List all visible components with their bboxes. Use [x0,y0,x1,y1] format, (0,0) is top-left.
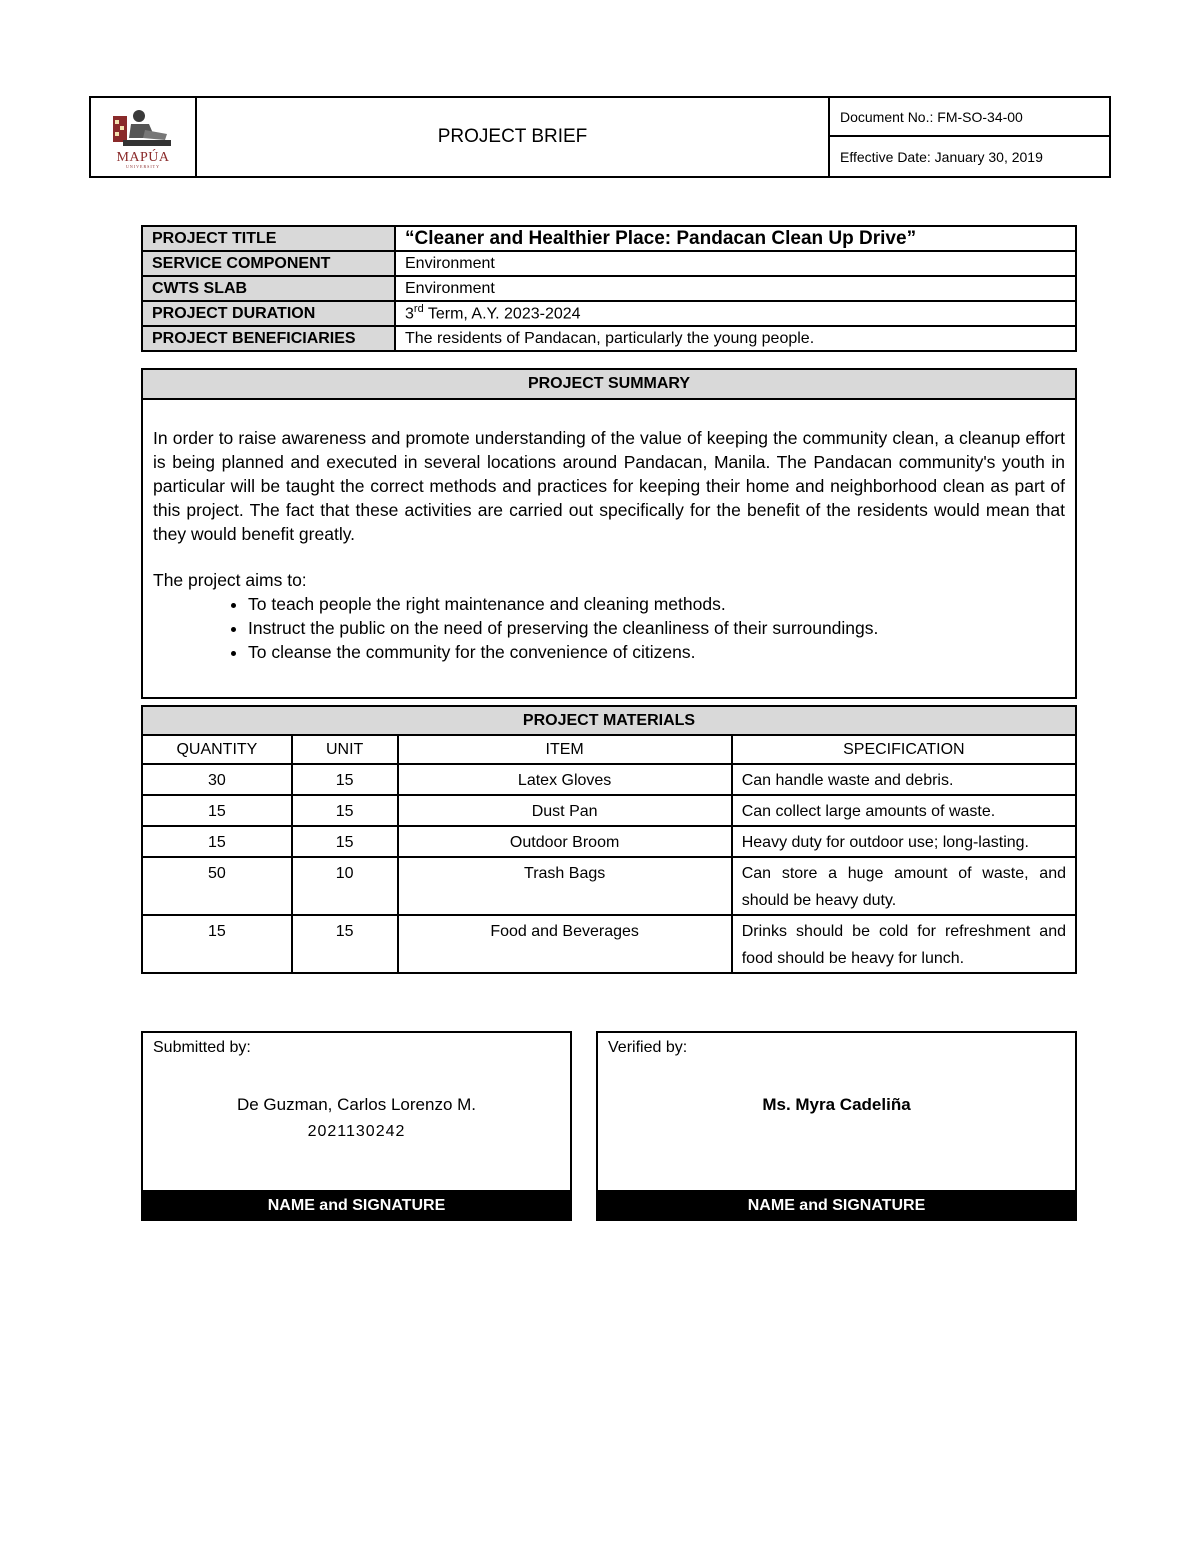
info-row-slab [142,276,1076,301]
column-header-quantity: QUANTITY [142,735,292,764]
column-header-specification: SPECIFICATION [732,735,1076,764]
project-summary-section [141,368,1077,699]
table-row [142,915,1076,973]
aims-list [153,592,1065,664]
cell-specification: Can store a huge amount of waste, and should be heavy duty. [732,857,1076,915]
project-title-label: PROJECT TITLE [142,226,395,251]
document-meta [830,98,1109,176]
service-component-label: SERVICE COMPONENT [142,251,395,276]
cell-item: Dust Pan [398,795,732,826]
column-header-unit: UNIT [292,735,398,764]
cell-unit: 15 [292,764,398,795]
duration-number: 3 [405,305,414,323]
duration-term: Term, A.Y. 2023-2024 [423,305,581,323]
aims-list-item: • Instruct the public on the need of preserving the cleanliness of their surroundings. [248,616,1065,640]
aims-list-item: • To cleanse the community for the convenience of citizens. [248,640,1065,664]
cell-specification: Heavy duty for outdoor use; long-lasting. [732,826,1076,857]
project-materials-heading: PROJECT MATERIALS [142,706,1076,735]
project-beneficiaries-label: PROJECT BENEFICIARIES [142,326,395,351]
logo-subtext: UNIVERSITY [126,164,160,169]
effective-date: Effective Date: January 30, 2019 [840,148,1043,165]
cwts-slab-label: CWTS SLAB [142,276,395,301]
cell-quantity: 15 [142,826,292,857]
cwts-slab-value: Environment [395,276,1076,301]
project-duration-value [395,301,1076,326]
cell-unit: 15 [292,826,398,857]
cell-unit: 15 [292,915,398,973]
project-duration-label: PROJECT DURATION [142,301,395,326]
table-row [142,795,1076,826]
aims-title: The project aims to: [153,570,307,590]
verifier-name: Ms. Myra Cadeliña [762,1095,911,1114]
verifier-signature-footer: NAME and SIGNATURE [596,1190,1077,1221]
verified-by-label: Verified by: [608,1039,688,1056]
aims-list-item: • To teach people the right maintenance and cleaning methods. [248,592,1065,616]
cell-item: Latex Gloves [398,764,732,795]
submitter-signature-footer: NAME and SIGNATURE [141,1190,572,1221]
table-row [142,764,1076,795]
document-header [89,96,1111,178]
column-header-item: ITEM [398,735,732,764]
verified-by-box [596,1031,1077,1221]
cell-unit: 15 [292,795,398,826]
project-info-table [141,225,1077,352]
submitted-by-label: Submitted by: [153,1039,251,1056]
info-row-duration [142,301,1076,326]
document-number: Document No.: FM-SO-34-00 [830,98,1109,137]
submitter-name: De Guzman, Carlos Lorenzo M. [236,1095,477,1114]
document-title: PROJECT BRIEF [197,98,830,176]
cell-quantity: 30 [142,764,292,795]
cell-quantity: 15 [142,795,292,826]
project-beneficiaries-value: The residents of Pandacan, particularly the young people. [395,326,1076,351]
summary-paragraph: In order to raise awareness and promote understanding of the value of keeping the community clean, a cleanup effort is being planned and executed in several locations around Pandacan, Manila. The Pandacan community's youth in particular will be taught the correct methods and practices for keeping their home and neighborhood clean as part of this project. The fact that these activities are carried out specifically for the benefit of the residents would mean that they would benefit greatly. [153,428,1065,544]
service-component-value: Environment [395,251,1076,276]
info-row-title [142,226,1076,251]
cell-specification: Can handle waste and debris. [732,764,1076,795]
materials-column-headers [142,735,1076,764]
cell-item: Outdoor Broom [398,826,732,857]
submitted-by-box [141,1031,572,1221]
university-logo-icon [109,108,179,150]
logo-wordmark: MAPÚA [116,150,170,165]
table-row [142,826,1076,857]
cell-quantity: 50 [142,857,292,915]
cell-quantity: 15 [142,915,292,973]
info-row-beneficiaries [142,326,1076,351]
submitter-id: 2021130242 [307,1123,406,1140]
cell-item: Trash Bags [398,857,732,915]
info-row-service [142,251,1076,276]
cell-specification: Drinks should be cold for refreshment and food should be heavy for lunch. [732,915,1076,973]
cell-item: Food and Beverages [398,915,732,973]
table-row [142,857,1076,915]
cell-unit: 10 [292,857,398,915]
duration-ordinal: rd [413,303,424,316]
project-title-value: “Cleaner and Healthier Place: Pandacan Clean Up Drive” [395,226,1076,251]
project-summary-body [143,400,1075,664]
logo-cell [91,98,197,176]
project-materials-table [141,705,1077,974]
project-summary-heading: PROJECT SUMMARY [143,370,1075,400]
cell-specification: Can collect large amounts of waste. [732,795,1076,826]
